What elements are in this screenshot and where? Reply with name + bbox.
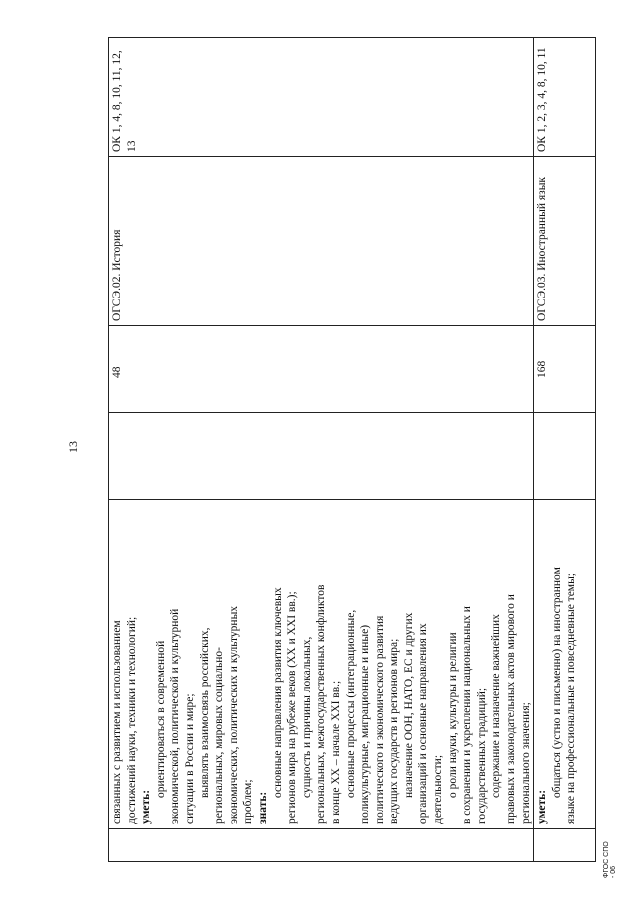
requirement-line: общаться (устно и письменно) на иностранном [550,567,563,798]
table-row-foreign-language [534,38,596,862]
requirement-line: назначение ООН, НАТО, ЕС и других [402,612,415,798]
requirement-line: достижений науки, техники и технологий; [125,616,138,824]
requirement-line: содержание и назначение важнейших [490,614,503,798]
requirements-cell [109,500,534,829]
requirements-cell [534,500,596,829]
table-row-history [109,38,534,862]
requirement-line: сущность и причины локальных, [300,636,313,798]
requirement-line: экономической, политической и культурной [169,608,182,824]
code-cell [109,829,534,862]
hours-value: 168 [536,360,549,378]
discipline-index-cell: ОГСЭ.03. Иностранный язык [534,157,596,326]
hours-value: 48 [111,366,123,378]
standards-table [108,37,596,862]
discipline-index-cell: ОГСЭ.02. История [109,157,534,326]
requirement-line: государственных традиций; [475,687,488,824]
requirement-line: уметь: [140,789,153,824]
requirement-line: в конце XX – начале XXI вв.; [329,680,342,824]
requirement-line: политического и экономического развития [373,615,386,824]
competencies-cell: ОК 1, 4, 8, 10, 11, 12, 13 [109,38,534,157]
max-load-cell [534,413,596,500]
requirement-line: связанных с развитием и использованием [111,620,123,824]
hours-cell [109,326,534,413]
requirement-line: языке на профессиональные и повседневные темы; [565,572,578,824]
requirement-line: ориентироваться в современной [154,640,167,798]
requirement-line: деятельности; [432,754,445,824]
requirement-line: знать: [256,791,269,824]
requirement-line: в сохранении и укреплении национальных и [461,606,474,824]
requirement-line: правовых и законодательных актов мирового и [505,594,518,824]
hours-cell [534,326,596,413]
requirement-line: основные направления развития ключевых [271,587,284,798]
requirement-line: экономических, политических и культурных [227,605,240,824]
requirement-line: организаций и основные направления их [417,623,430,824]
requirement-line: уметь: [536,789,549,824]
competencies-cell: ОК 1, 2, 3, 4, 8, 10, 11 [534,38,596,157]
requirement-line: региональных, мировых социально- [213,647,226,824]
code-cell [534,829,596,862]
requirement-line: выявлять взаимосвязь российских, [198,627,211,798]
requirement-line: регионального значения; [519,702,532,824]
requirement-line: поликультурные, миграционные и иные) [359,624,372,824]
page-number: 13 [66,441,80,453]
requirement-line: проблем; [242,779,255,824]
requirement-line: регионов мира на рубеже веков (XX и XXI вв.); [286,591,299,824]
requirement-line: региональных, межгосударственных конфликтов [315,584,328,824]
requirement-line: ведущих государств и регионов мира; [388,638,401,824]
max-load-cell [109,413,534,500]
requirement-line: ситуации в России и мире; [183,693,196,824]
requirement-line: о роли науки, культуры и религии [446,632,459,798]
rotated-page-content [108,47,596,862]
footer-mark: ФГОС СПО - 06 [603,841,617,878]
requirement-line: основные процессы (интеграционные, [344,609,357,798]
